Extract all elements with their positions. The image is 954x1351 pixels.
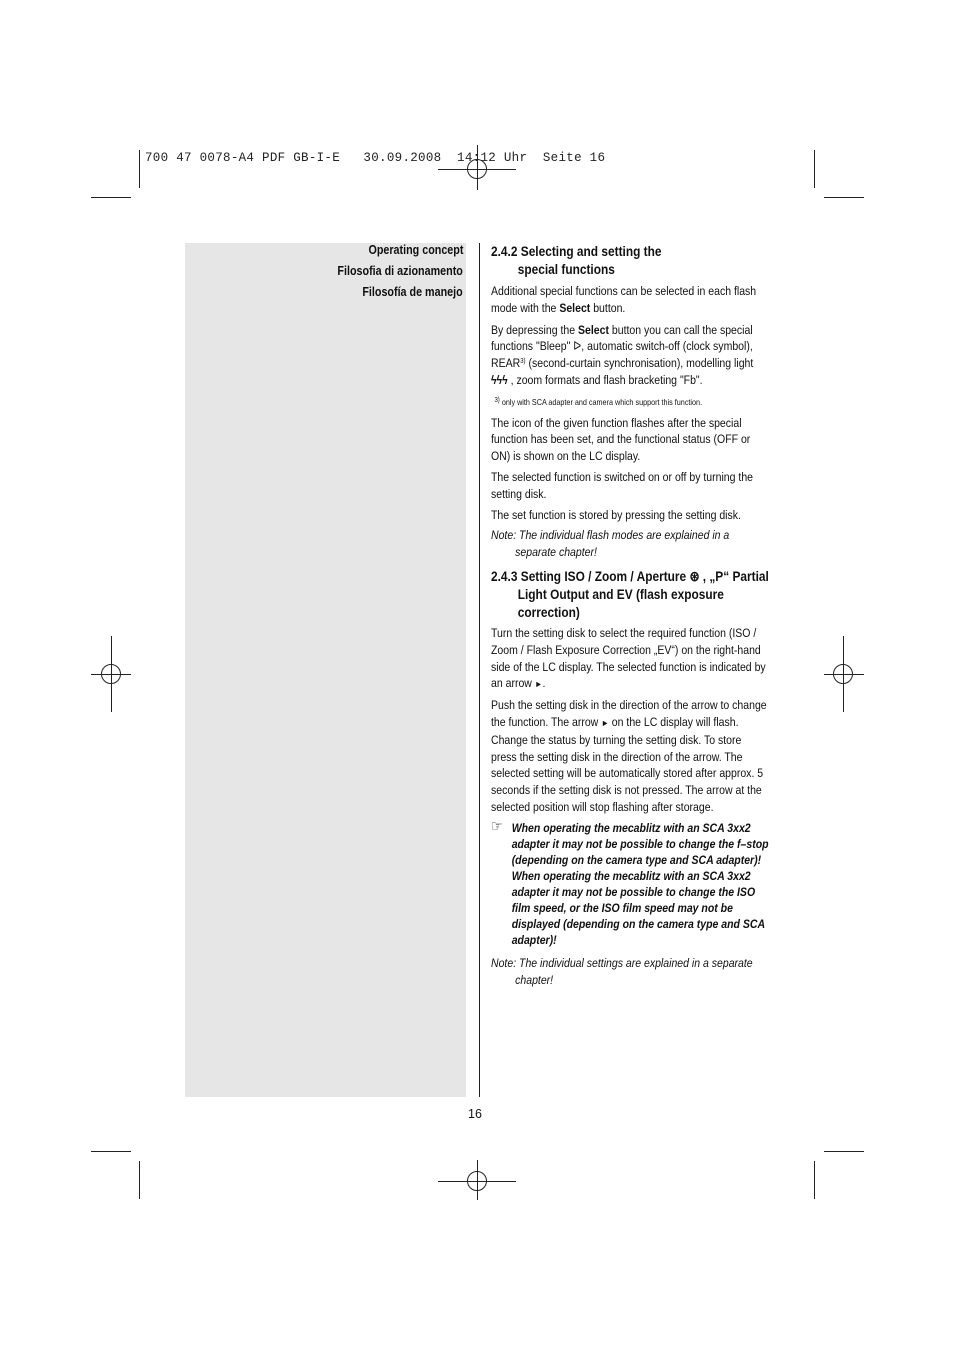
crop-mark xyxy=(824,197,864,198)
aperture-icon: ⊛ xyxy=(689,568,700,584)
paragraph: The icon of the given function flashes after the special function has been set, and the functional status (OFF or ON) is shown on the LC display. xyxy=(491,415,751,464)
print-slug: 700 47 0078-A4 PDF GB-I-E 30.09.2008 14:12 Uhr Seite 16 xyxy=(145,151,606,165)
warning-text: When operating the mecablitz with an SCA 3xx2 adapter it may not be possible to change the ISO film speed, or the ISO film speed may not be displayed (depending on the camera type and SCA adapter)! xyxy=(511,868,765,947)
arrow-icon: ► xyxy=(534,679,543,690)
sidebar-item-operating-concept: Operating concept xyxy=(368,243,463,257)
paragraph: By depressing the Select button you can call the special functions "Bleep" ᐅ, automatic switch-off (clock symbol), REAR$^{3)}$ (second-curtain synchronisation), modelling light ϟϟϟ , zoom formats and flash bracketing "Fb". xyxy=(491,322,754,387)
sidebar-item-filosofia-manejo: Filosofía de manejo xyxy=(362,285,463,299)
crop-mark xyxy=(139,1161,140,1199)
crop-mark xyxy=(91,1151,131,1152)
registration-mark xyxy=(101,664,121,684)
crop-mark xyxy=(139,150,140,188)
warning-block xyxy=(491,817,769,948)
sidebar-item-filosofia-azionamento: Filosofia di azionamento xyxy=(337,264,463,278)
paragraph: The set function is stored by pressing the setting disk. xyxy=(491,507,741,522)
section-heading-2-4-3: 2.4.3 Setting ISO / Zoom / Aperture ⊛ , „P“ Partial Light Output and EV (flash exposure correction) xyxy=(491,568,769,620)
column-divider xyxy=(479,243,480,1097)
main-content xyxy=(491,243,769,988)
registration-mark xyxy=(833,664,853,684)
arrow-icon: ► xyxy=(601,717,609,728)
crop-mark xyxy=(824,1151,864,1152)
page-number: 16 xyxy=(468,1107,482,1121)
note: Note: The individual flash modes are explained in a separate chapter! xyxy=(491,528,730,560)
crop-mark xyxy=(91,197,131,198)
pointing-hand-icon: ☞ xyxy=(491,817,503,835)
note: Note: The individual settings are explained in a separate chapter! xyxy=(491,955,753,987)
paragraph: Push the setting disk in the direction of the arrow to change the function. The arrow ► on the LC display will flash. Change the status by turning the setting disk. To store press the setting disk in the direction of the arrow. The selected setting will be automatically stored after approx. 5 seconds if the setting disk is not pressed. The arrow at the selected position will stop flashing after storage. xyxy=(491,698,767,814)
footnote: $^{3)}$ only with SCA adapter and camera which support this function. xyxy=(494,396,703,407)
paragraph: The selected function is switched on or off by turning the setting disk. xyxy=(491,469,754,501)
sidebar-panel xyxy=(185,243,466,1097)
paragraph: Turn the setting disk to select the required function (ISO / Zoom / Flash Exposure Correction „EV“) on the right-hand side of the LC display. The selected function is indicated by an arrow ►. xyxy=(491,625,766,691)
crop-mark xyxy=(814,1161,815,1199)
bleep-icon: ᐅ xyxy=(573,339,582,354)
section-heading-2-4-2: 2.4.2 Selecting and setting the special functions xyxy=(491,244,662,277)
warning-text: When operating the mecablitz with an SCA 3xx2 adapter it may not be possible to change the f–stop (depending on the camera type and SCA adapter)! xyxy=(511,820,769,867)
registration-mark xyxy=(467,1171,487,1191)
paragraph: Additional special functions can be selected in each flash mode with the Select button. xyxy=(491,284,757,315)
modelling-light-icon: ϟϟϟ xyxy=(491,372,508,387)
crop-mark xyxy=(814,150,815,188)
